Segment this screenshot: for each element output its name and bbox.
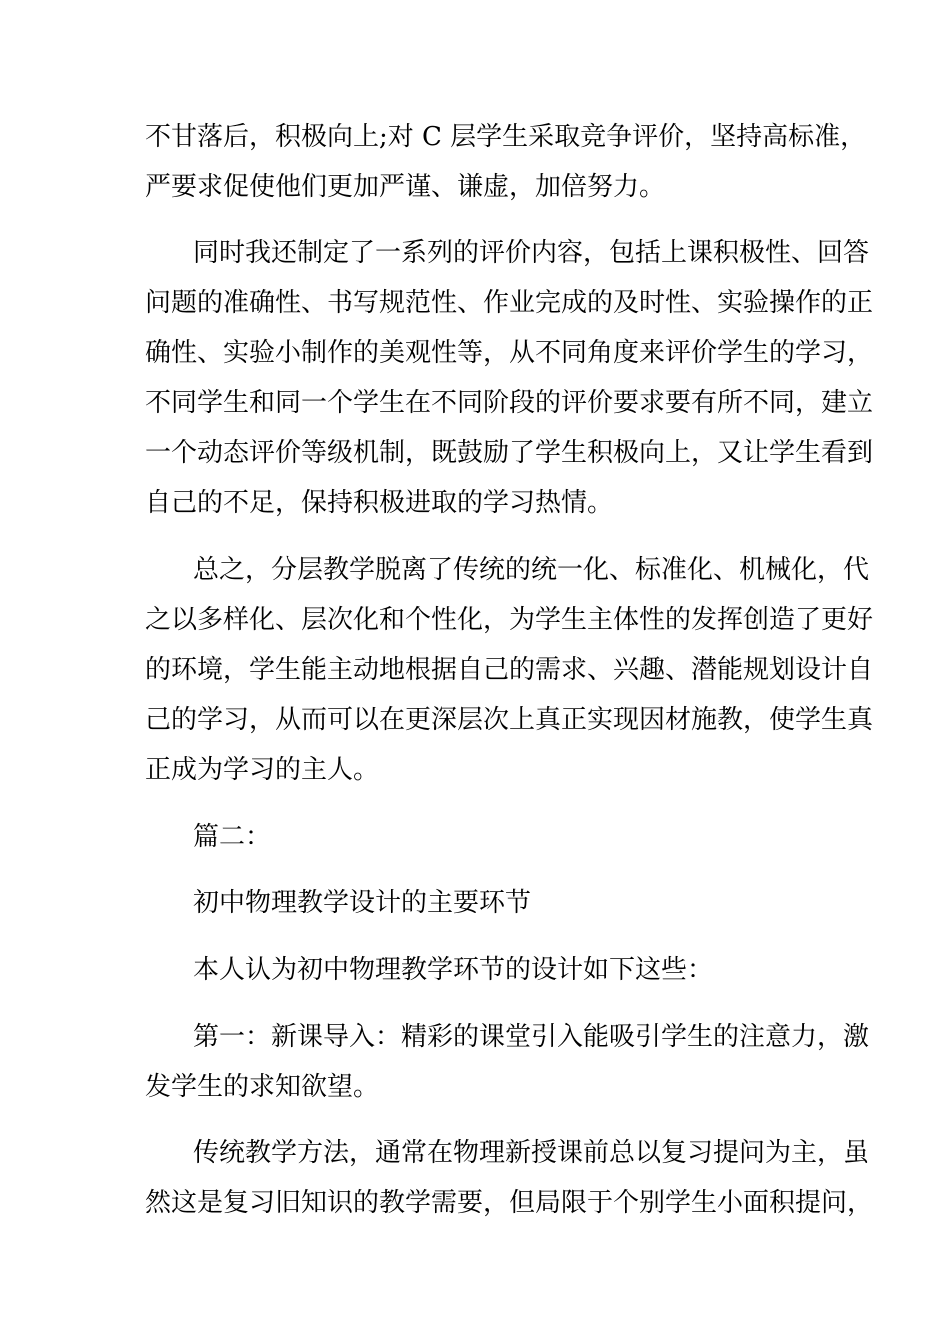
- paragraph-line: 不同学生和同一个学生在不同阶段的评价要求要有所不同，建立: [145, 388, 874, 418]
- paragraph-line: 之以多样化、层次化和个性化，为学生主体性的发挥创造了更好: [145, 605, 874, 635]
- paragraph-line: 正成为学习的主人。: [145, 755, 380, 785]
- paragraph-line: 确性、实验小制作的美观性等，从不同角度来评价学生的学习，: [145, 338, 874, 368]
- section-title: 初中物理教学设计的主要环节: [193, 888, 532, 918]
- paragraph-line: 问题的准确性、书写规范性、作业完成的及时性、实验操作的正: [145, 288, 874, 318]
- paragraph-line: 发学生的求知欲望。: [145, 1072, 380, 1102]
- paragraph-line: 己的学习，从而可以在更深层次上真正实现因材施教，使学生真: [145, 705, 874, 735]
- paragraph-line: 传统教学方法，通常在物理新授课前总以复习提问为主，虽: [193, 1138, 870, 1168]
- paragraph-line: 同时我还制定了一系列的评价内容，包括上课积极性、回答: [193, 238, 870, 268]
- paragraph-line: 第一：新课导入：精彩的课堂引入能吸引学生的注意力，激: [193, 1022, 870, 1052]
- paragraph-line: 然这是复习旧知识的教学需要，但局限于个别学生小面积提问，: [145, 1188, 874, 1218]
- paragraph-line: 一个动态评价等级机制，既鼓励了学生积极向上，又让学生看到: [145, 438, 874, 468]
- paragraph-line: 本人认为初中物理教学环节的设计如下这些：: [193, 955, 714, 985]
- paragraph-line: 自己的不足，保持积极进取的学习热情。: [145, 488, 614, 518]
- paragraph-line: 严要求促使他们更加严谨、谦虚，加倍努力。: [145, 172, 666, 202]
- paragraph-line: 不甘落后，积极向上;对 C 层学生采取竞争评价，坚持高标准，: [145, 122, 867, 152]
- paragraph-line: 的环境，学生能主动地根据自己的需求、兴趣、潜能规划设计自: [145, 655, 874, 685]
- paragraph-line: 总之，分层教学脱离了传统的统一化、标准化、机械化，代: [193, 555, 870, 585]
- section-label: 篇二：: [193, 822, 272, 852]
